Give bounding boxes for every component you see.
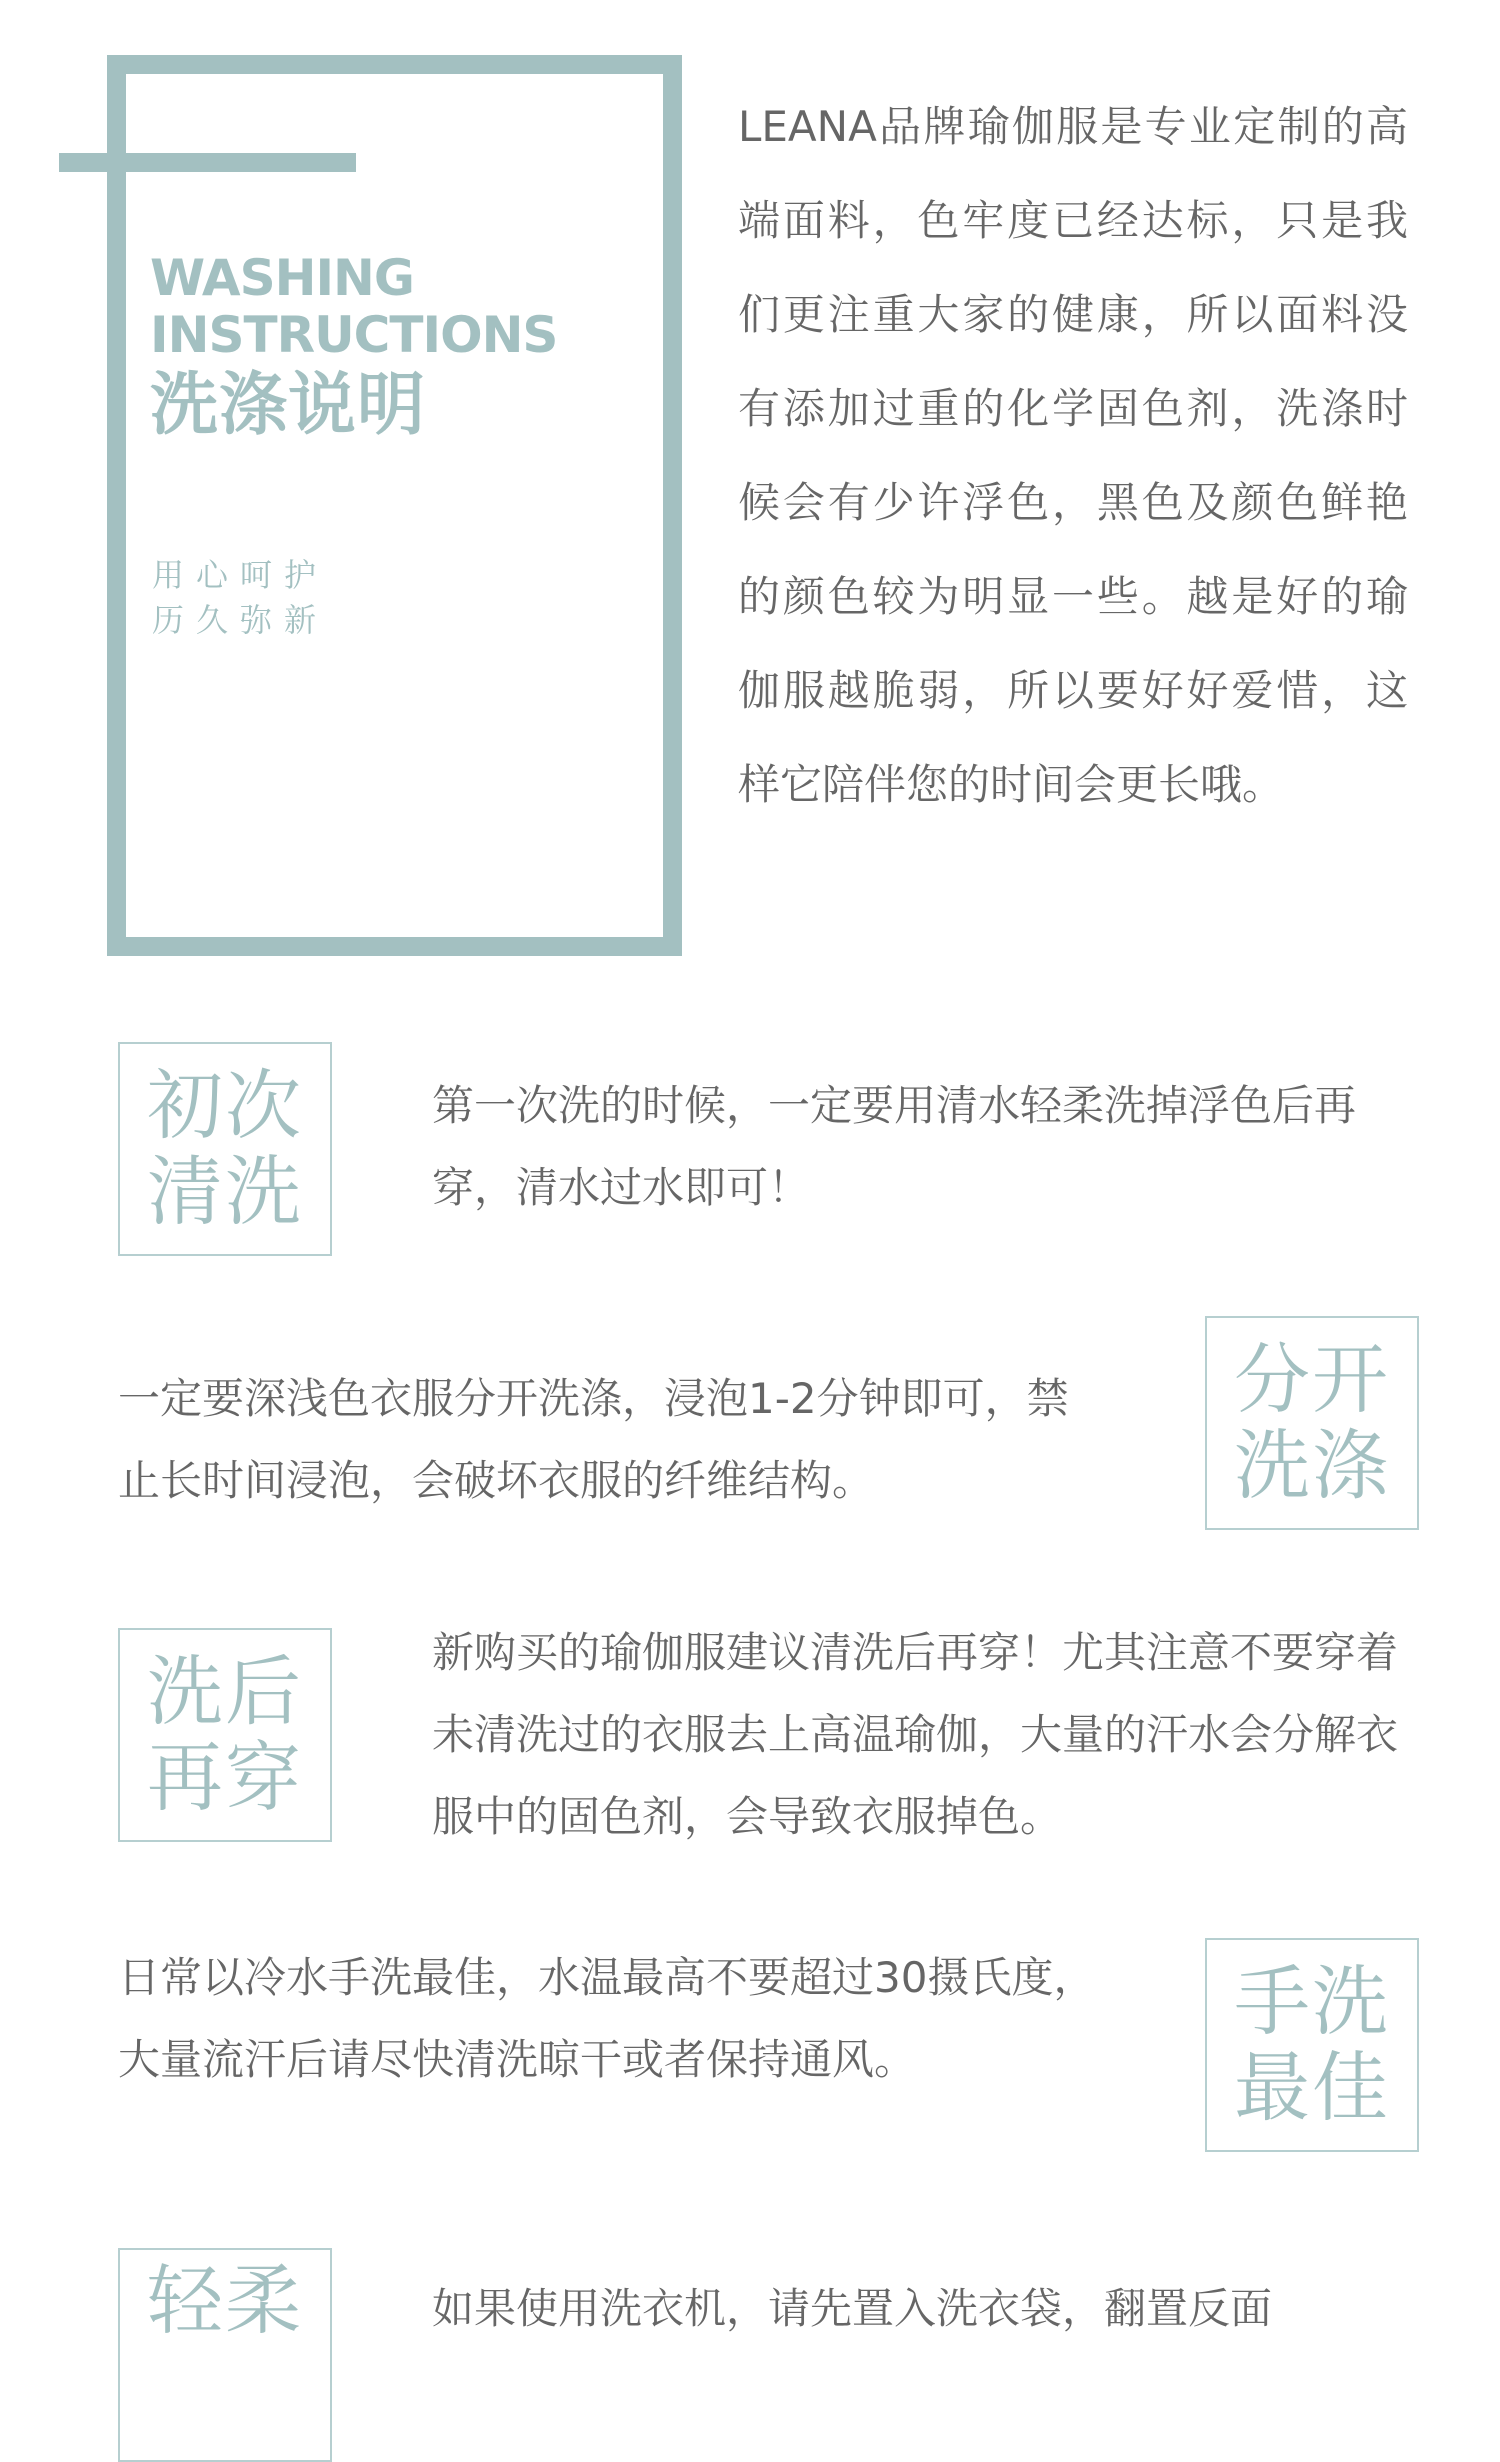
tagline bbox=[152, 553, 328, 643]
section-label-gentle bbox=[118, 2248, 332, 2462]
title-chinese: 洗涤说明 bbox=[150, 366, 427, 445]
section-label-first-wash bbox=[118, 1042, 332, 1256]
title-frame bbox=[107, 55, 682, 956]
section-label-separate-wash bbox=[1205, 1316, 1419, 1530]
section-label-line-1: 分开 bbox=[1234, 1335, 1390, 1424]
section-label-line-1: 洗后 bbox=[147, 1647, 303, 1736]
section-text-wash-before-wear: 新购买的瑜伽服建议清洗后再穿！尤其注意不要穿着未清洗过的衣服去上高温瑜伽，大量的汗水会分解衣服中的固色剂，会导致衣服掉色。 bbox=[432, 1628, 1399, 1841]
section-text-gentle: 如果使用洗衣机，请先置入洗衣袋，翻置反面 bbox=[432, 2284, 1273, 2333]
section-label-line-2: 洗涤 bbox=[1234, 1421, 1390, 1510]
section-text-first-wash: 第一次洗的时候，一定要用清水轻柔洗掉浮色后再穿，清水过水即可！ bbox=[432, 1081, 1357, 1212]
section-text-separate-wash: 一定要深浅色衣服分开洗涤，浸泡1-2分钟即可，禁止长时间浸泡，会破坏衣服的纤维结构。 bbox=[118, 1374, 1069, 1505]
section-label-line-2: 最佳 bbox=[1234, 2043, 1390, 2132]
intro-paragraph: LEANA品牌瑜伽服是专业定制的高端面料，色牢度已经达标，只是我们更注重大家的健康，所以面料没有添加过重的化学固色剂，洗涤时候会有少许浮色，黑色及颜色鲜艳的颜色较为明显一些。越是好的瑜伽服越脆弱，所以要好好爱惜，这样它陪伴您的时间会更长哦。 bbox=[738, 102, 1408, 809]
section-label-line-2: 清洗 bbox=[147, 1147, 303, 1236]
tagline-line-2: 历久弥新 bbox=[152, 601, 329, 639]
section-label-line-1: 初次 bbox=[147, 1061, 303, 1150]
tagline-line-1: 用心呵护 bbox=[152, 556, 329, 594]
title-english-line-1: WASHING bbox=[150, 249, 414, 307]
section-label-line-2: 再穿 bbox=[147, 1733, 303, 1822]
section-label-hand-wash bbox=[1205, 1938, 1419, 2152]
title-english-line-2: INSTRUCTIONS bbox=[150, 306, 558, 364]
section-label-line-1: 轻柔 bbox=[147, 2256, 303, 2345]
section-text-hand-wash: 日常以冷水手洗最佳，水温最高不要超过30摄氏度，大量流汗后请尽快清洗晾干或者保持通风。 bbox=[118, 1953, 1096, 2084]
frame-accent-bar bbox=[59, 153, 356, 172]
section-label-wash-before-wear bbox=[118, 1628, 332, 1842]
title-english bbox=[150, 250, 557, 364]
section-label-line-1: 手洗 bbox=[1234, 1957, 1390, 2046]
